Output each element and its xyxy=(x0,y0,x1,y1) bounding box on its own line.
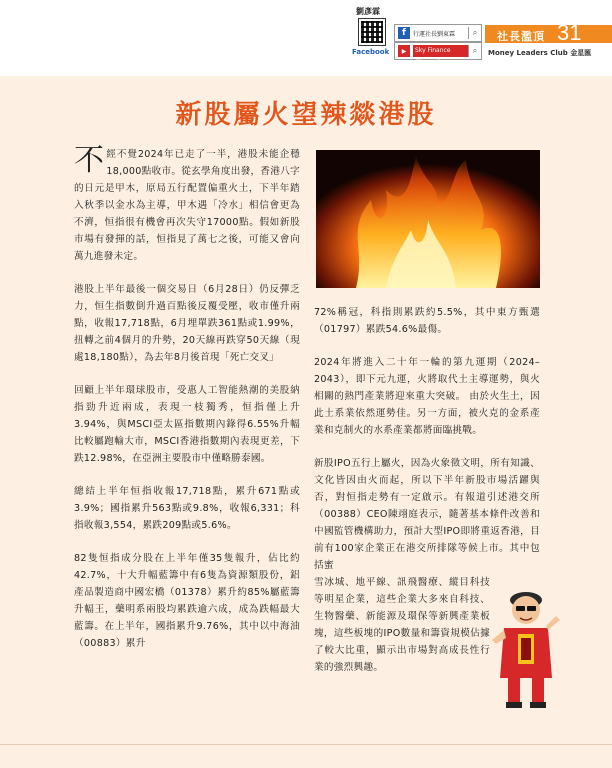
youtube-channel-name: Sky Finance Channel xyxy=(413,45,468,57)
left-column xyxy=(74,143,300,668)
paragraph-1-text: 經不覺2024年已走了一半，港股未能企穩18,000點收市。從玄學角度出發，香港八字的日元是甲木，原局五行配置偏重火土，下半年踏入秋季以金水為主導，甲木遇「冷水」相信會更為不濟，恒指很有機會再次失守17000點。假如新股市場有發揮的話，恒指見了萬七之後，可能又會向萬九進發未定。 xyxy=(74,149,300,262)
facebook-page-name: 行運社長劉東霖 xyxy=(413,30,456,38)
club-name: Money Leaders Club 金星匯 xyxy=(488,49,592,57)
youtube-icon: ▶ xyxy=(398,45,410,57)
facebook-icon: f xyxy=(398,27,410,39)
youtube-channel-badge[interactable] xyxy=(394,42,482,66)
search-icon[interactable]: ⌕ xyxy=(468,45,481,57)
page-number: 31 xyxy=(557,20,582,45)
page-header xyxy=(0,0,612,74)
paragraph-1 xyxy=(74,143,300,265)
bottom-rule xyxy=(0,744,612,745)
author-name: 劉彥霖 xyxy=(356,7,380,16)
paragraph-3: 回顧上半年環球股市，受惠人工智能熱潮的美股納指勁升近兩成，表現一枝獨秀，恒指僅上升3.94%，與MSCI亞太區指數期內錄得6.55%升幅比較屬跑輸大市，MSCI香港指數期內表現更差，下跌12.98%，在亞洲主要股市中僅略勝泰國。 xyxy=(74,385,300,464)
paragraph-5: 82隻恒指成分股在上半年僅35隻報升，佔比約42.7%，十大升幅藍籌中有6隻為資源類股份，鋁產品製造商中國宏橋（01378）累升約85%屬藍籌升幅王，藥明系兩股均累跌逾六成，成為跌幅最大藍籌。在上半年，國指累升9.76%，其中以中海油（00883）累升 xyxy=(74,553,300,649)
facebook-page-badge[interactable] xyxy=(394,24,482,42)
dropcap: 不 xyxy=(74,143,105,178)
paragraph-7: 2024年將進入二十年一輪的第九運期（2024–2043），即下元九運，火將取代土主導運勢，與火相關的熱門產業將迎來重大突破。 由於火生土，因此土系業依然運勢佳。另一方面，被火克的金系產業和克制火的水系產業都將面臨挑戰。 xyxy=(314,357,540,436)
qr-code-icon[interactable] xyxy=(358,18,386,46)
section-title: 社長濫頂 xyxy=(497,30,545,43)
search-icon[interactable]: ⌕ xyxy=(468,27,481,39)
paragraph-4: 總結上半年恒指收報17,718點，累升671點或3.9%；國指累升563點或9.8%，收報6,331；科指收報3,554，累跌209點或5.6%。 xyxy=(74,486,300,531)
paragraph-8-text: 新股IPO五行上屬火，因為火象徵文明，所有知識、文化皆因由火而起，所以下半年新股市場活躍與否，對恒指走勢有一定啟示。有報道引述港交所（00388）CEO陳翊庭表示，隨著基本條件改善和中國監管機構助力，預計大型IPO即將重返香港，目前有100家企業正在港交所排隊等候上市。其中包括蜜 xyxy=(314,458,540,571)
paragraph-6: 72%稱冠，科指則累跌約5.5%，其中東方甄選（01797）累跌54.6%最傷。 xyxy=(314,307,540,335)
paragraph-8 xyxy=(314,455,540,574)
fire-photo xyxy=(316,150,540,288)
mascot-figure xyxy=(490,578,562,710)
paragraph-8-continued: 雪冰城、地平線、訊飛醫療、縱目科技等明星企業，這些企業大多來自科技、生物醫藥、新能源及環保等新興產業板塊，這些板塊的IPO數量和籌資規模佔據了較大比重，顯示出市場對高成長性行業的強烈興趣。 xyxy=(314,577,490,673)
facebook-label: Facebook xyxy=(352,48,390,56)
paragraph-2: 港股上半年最後一個交易日（6月28日）仍反彈乏力，恒生指數倒升過百點後反覆受壓，收市僅升兩點，收報17,718點，6月埋單跌361點或1.99%，扭轉之前4個月的升勢，20天線再跌穿50天線（現處18,180點），為去年8月後首現「死亡交叉」 xyxy=(74,284,300,363)
article-title: 新股屬火望辣燚港股 xyxy=(175,100,437,130)
